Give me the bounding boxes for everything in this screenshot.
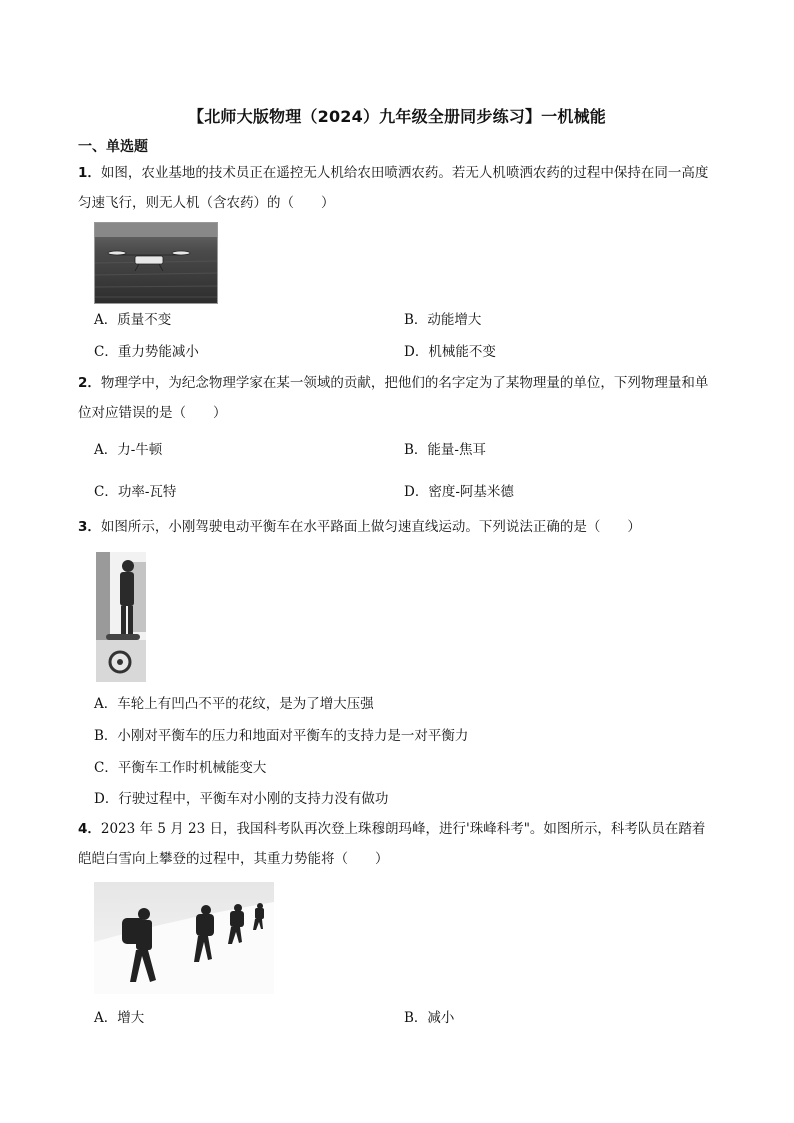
question-text: 物理学中，为纪念物理学家在某一领域的贡献，把他们的名字定为了某物理量的单位，下列物理量和单位对应错误的是（ ） (78, 375, 709, 421)
question-text: 2023 年 5 月 23 日，我国科考队再次登上珠穆朗玛峰，进行'珠峰科考"。如图所示，科考队员在踏着皑皑白雪向上攀登的过程中，其重力势能将（ ） (78, 821, 706, 867)
question-text: 如图所示，小刚驾驶电动平衡车在水平路面上做匀速直线运动。下列说法正确的是（ ） (100, 519, 641, 535)
option-a: A．车轮上有凹凸不平的花纹，是为了增大压强 (94, 696, 374, 712)
option-c: C．功率-瓦特 (94, 484, 177, 500)
option-d: D．机械能不变 (404, 344, 496, 360)
option-b: B．动能增大 (404, 312, 482, 328)
question-4 (78, 814, 718, 874)
drone-photo (94, 222, 218, 304)
option-d: D．行驶过程中，平衡车对小刚的支持力没有做功 (94, 791, 389, 807)
question-number: 4． (78, 821, 101, 837)
question-number: 1． (78, 165, 101, 181)
option-c: C．平衡车工作时机械能变大 (94, 760, 267, 776)
option-a: A．增大 (94, 1010, 145, 1026)
option-b: B．减小 (404, 1010, 455, 1026)
option-a: A．力-牛顿 (94, 442, 163, 458)
question-1 (78, 158, 718, 218)
question-text: 如图，农业基地的技术员正在遥控无人机给农田喷洒农药。若无人机喷洒农药的过程中保持在同一高度匀速飞行，则无人机（含农药）的（ ） (78, 165, 709, 211)
balance-car-photo (96, 552, 146, 682)
question-number: 2． (78, 375, 101, 391)
question-3 (78, 512, 718, 542)
option-c: C．重力势能减小 (94, 344, 199, 360)
option-b: B．小刚对平衡车的压力和地面对平衡车的支持力是一对平衡力 (94, 728, 469, 744)
question-2 (78, 368, 718, 428)
option-b: B．能量-焦耳 (404, 442, 486, 458)
question-number: 3． (78, 519, 101, 535)
option-a: A．质量不变 (94, 312, 172, 328)
page-title: 【北师大版物理（2024）九年级全册同步练习】一机械能 (188, 107, 606, 126)
option-d: D．密度-阿基米德 (404, 484, 514, 500)
climbers-photo (94, 882, 274, 994)
section-heading: 一、单选题 (78, 139, 148, 155)
